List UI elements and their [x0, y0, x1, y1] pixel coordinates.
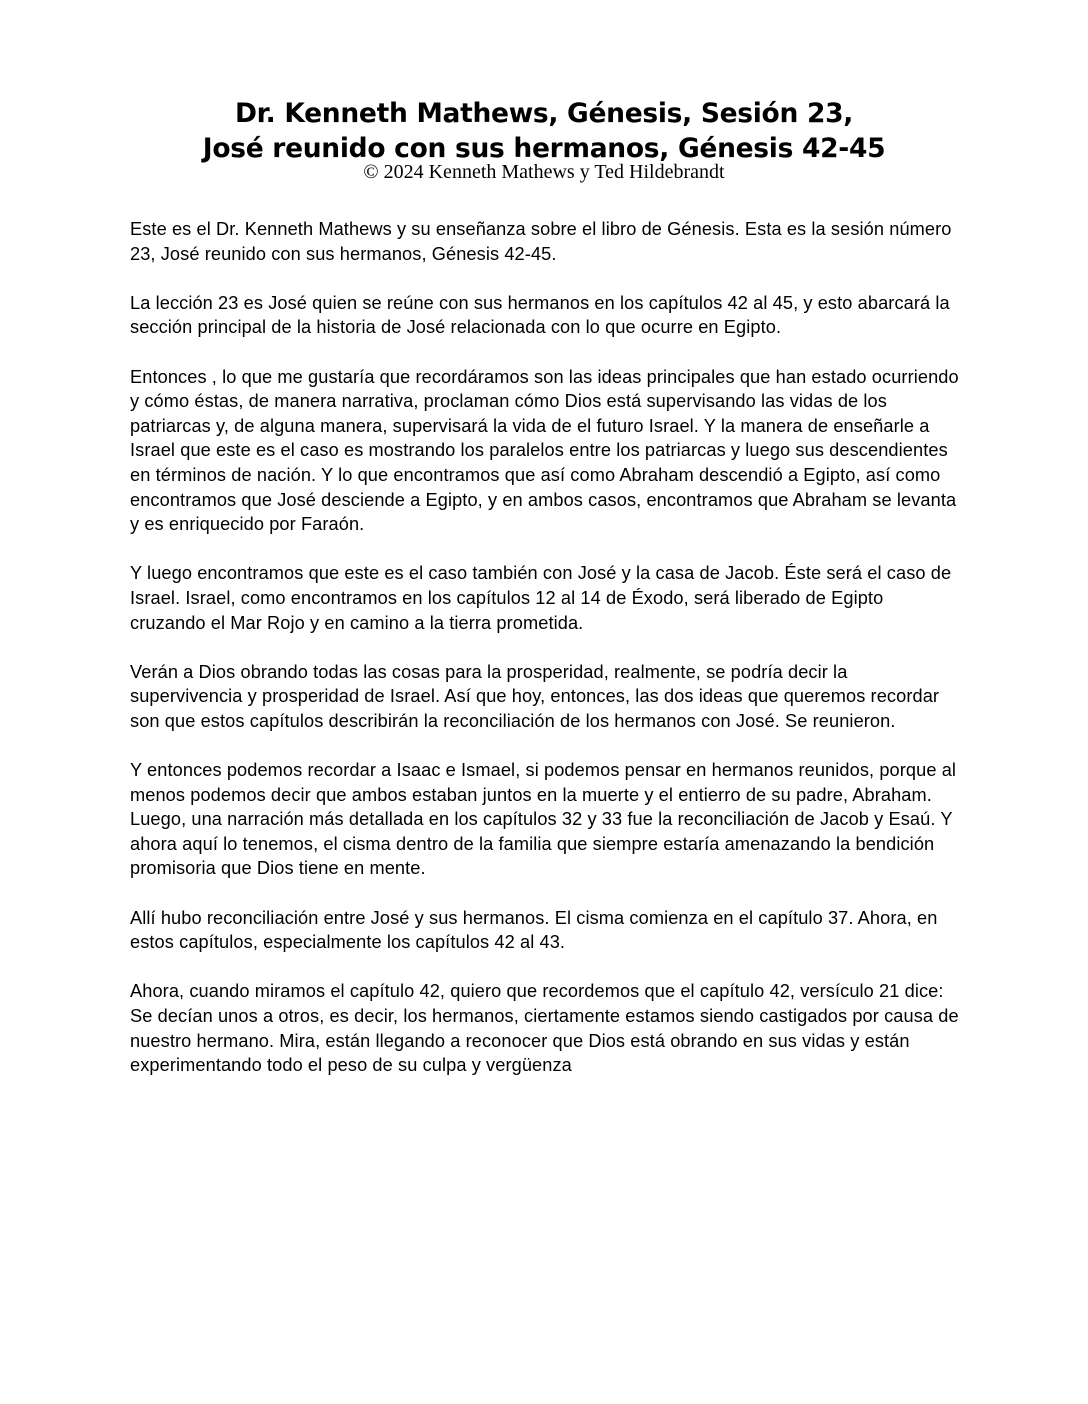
paragraph: Y entonces podemos recordar a Isaac e Ismael, si podemos pensar en hermanos reunidos, porque al menos podemos decir que ambos estaban juntos en la muerte y el entierro de su padre, Abraham. Luego, una narración más detallada en los capítulos 32 y 33 fue la reconciliación de Jacob y Esaú. Y ahora aquí lo tenemos, el cisma dentro de la familia que siempre estaría amenazando la bendición promisoria que Dios tiene en mente.: [130, 760, 957, 879]
document-body: [130, 217, 960, 1102]
paragraph: Y luego encontramos que este es el caso también con José y la casa de Jacob. Éste será el caso de Israel. Israel, como encontramos en los capítulos 12 al 14 de Éxodo, será liberado de Egipto cruzando el Mar Rojo y en camino a la tierra prometida.: [130, 563, 952, 633]
paragraph: Verán a Dios obrando todas las cosas para la prosperidad, realmente, se podría decir la supervivencia y prosperidad de Israel. Así que hoy, entonces, las dos ideas que queremos recordar son que estos capítulos describirán la reconciliación de los hermanos con José. Se reunieron.: [130, 661, 940, 731]
document-title-line-1: Dr. Kenneth Mathews, Génesis, Sesión 23,: [234, 98, 854, 129]
document-header: [100, 96, 988, 183]
paragraph: Este es el Dr. Kenneth Mathews y su enseñanza sobre el libro de Génesis. Esta es la sesión número 23, José reunido con sus hermanos, Génesis 42-45.: [130, 219, 952, 264]
paragraph: Allí hubo reconciliación entre José y sus hermanos. El cisma comienza en el capítulo 37. Ahora, en estos capítulos, especialmente los capítulos 42 al 43.: [130, 907, 938, 953]
paragraph: La lección 23 es José quien se reúne con sus hermanos en los capítulos 42 al 45, y esto abarcará la sección principal de la historia de José relacionada con lo que ocurre en Egipto.: [130, 292, 950, 338]
document-title-line-2: José reunido con sus hermanos, Génesis 42-45: [202, 133, 886, 164]
paragraph: Ahora, cuando miramos el capítulo 42, quiero que recordemos que el capítulo 42, versículo 21 dice: Se decían unos a otros, es decir, los hermanos, ciertamente estamos siendo castigados por causa de nuestro hermano. Mira, están llegando a reconocer que Dios está obrando en sus vidas y están experimentando todo el peso de su culpa y vergüenza: [130, 981, 959, 1076]
paragraph: Entonces , lo que me gustaría que recordáramos son las ideas principales que han estado ocurriendo y cómo éstas, de manera narrativa, proclaman cómo Dios está supervisando las vidas de los patriarcas y, de alguna manera, supervisará la vida de el futuro Israel. Y la manera de enseñarle a Israel que este es el caso es mostrando los paralelos entre los patriarcas y luego sus descendientes en términos de nación. Y lo que encontramos que así como Abraham descendió a Egipto, así como encontramos que José desciende a Egipto, y en ambos casos, encontramos que Abraham se levanta y es enriquecido por Faraón.: [130, 366, 959, 535]
copyright-notice: © 2024 Kenneth Mathews y Ted Hildebrandt: [363, 161, 725, 183]
